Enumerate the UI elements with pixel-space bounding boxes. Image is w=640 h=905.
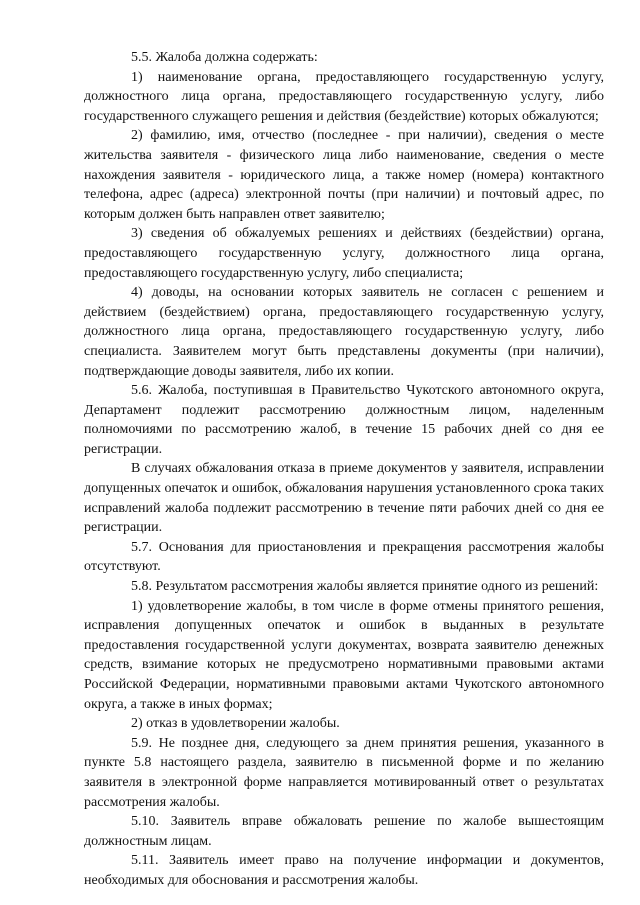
paragraph-5-7: 5.7. Основания для приостановления и прекращения рассмотрения жалобы отсутствуют. xyxy=(84,539,604,575)
paragraph-5-8: 5.8. Результатом рассмотрения жалобы является принятие одного из решений: xyxy=(131,579,599,595)
paragraph-5-9: 5.9. Не позднее дня, следующего за днем принятия решения, указанного в пункте 5.8 настоящего раздела, заявителю в письменной форме и по желанию заявителя в электронной форме направляется мотивированный ответ о результатах рассмотрения жалобы. xyxy=(84,735,604,810)
document-body xyxy=(84,48,604,891)
paragraph-5-6-continuation: В случаях обжалования отказа в приеме документов у заявителя, исправлении допущенных опечаток и ошибок, обжалования нарушения установленного срока таких исправлений жалоба подлежит рассмотрению в течение пяти рабочих дней со дня ее регистрации. xyxy=(84,461,604,536)
paragraph-5-6: 5.6. Жалоба, поступившая в Правительство Чукотского автономного округа, Департамент подлежит рассмотрению должностным лицом, наделенным полномочиями по рассмотрению жалоб, в течение 15 рабочих дней со дня ее регистрации. xyxy=(84,383,604,457)
paragraph-5-5-item-2: 2) фамилию, имя, отчество (последнее - при наличии), сведения о месте жительства заявителя - физического лица либо наименование, сведения о месте нахождения заявителя - юридического лица, а также номер (номера) контактного телефона, адрес (адреса) электронной почты (при наличии) и почтовый адрес, по которым должен быть направлен ответ заявителю; xyxy=(84,128,604,222)
paragraph-5-8-item-2: 2) отказ в удовлетворении жалобы. xyxy=(131,716,340,732)
paragraph-5-5-item-1: 1) наименование органа, предоставляющего государственную услугу, должностного лица органа, предоставляющего государственную услугу, либо государственного служащего решения и действия (бездействие) которых обжалуются; xyxy=(84,69,604,124)
paragraph-5-5-item-4: 4) доводы, на основании которых заявитель не согласен с решением и действием (бездействием) органа, предоставляющего государственную услугу, должностного лица органа, предоставляющего государственную услугу, либо специалиста. Заявителем могут быть представлены документы (при наличии), подтверждающие доводы заявителя, либо их копии. xyxy=(84,285,604,379)
paragraph-5-5-item-3: 3) сведения об обжалуемых решениях и действиях (бездействии) органа, предоставляющего государственную услугу, должностного лица органа, предоставляющего государственную услугу, либо специалиста; xyxy=(84,226,604,281)
paragraph-5-5: 5.5. Жалоба должна содержать: xyxy=(131,50,318,65)
paragraph-5-11: 5.11. Заявитель имеет право на получение информации и документов, необходимых для обоснования и рассмотрения жалобы. xyxy=(84,853,604,888)
paragraph-5-10: 5.10. Заявитель вправе обжаловать решение по жалобе вышестоящим должностным лицам. xyxy=(84,814,604,849)
paragraph-5-8-item-1: 1) удовлетворение жалобы, в том числе в форме отмены принятого решения, исправления допущенных опечаток и ошибок в выданных в результате предоставления государственной услуги документах, возврата заявителю денежных средств, взимание которых не предусмотрено нормативными правовыми актами Российской Федерации, нормативными правовыми актами Чукотского автономного округа, а также в иных формах; xyxy=(84,598,604,712)
